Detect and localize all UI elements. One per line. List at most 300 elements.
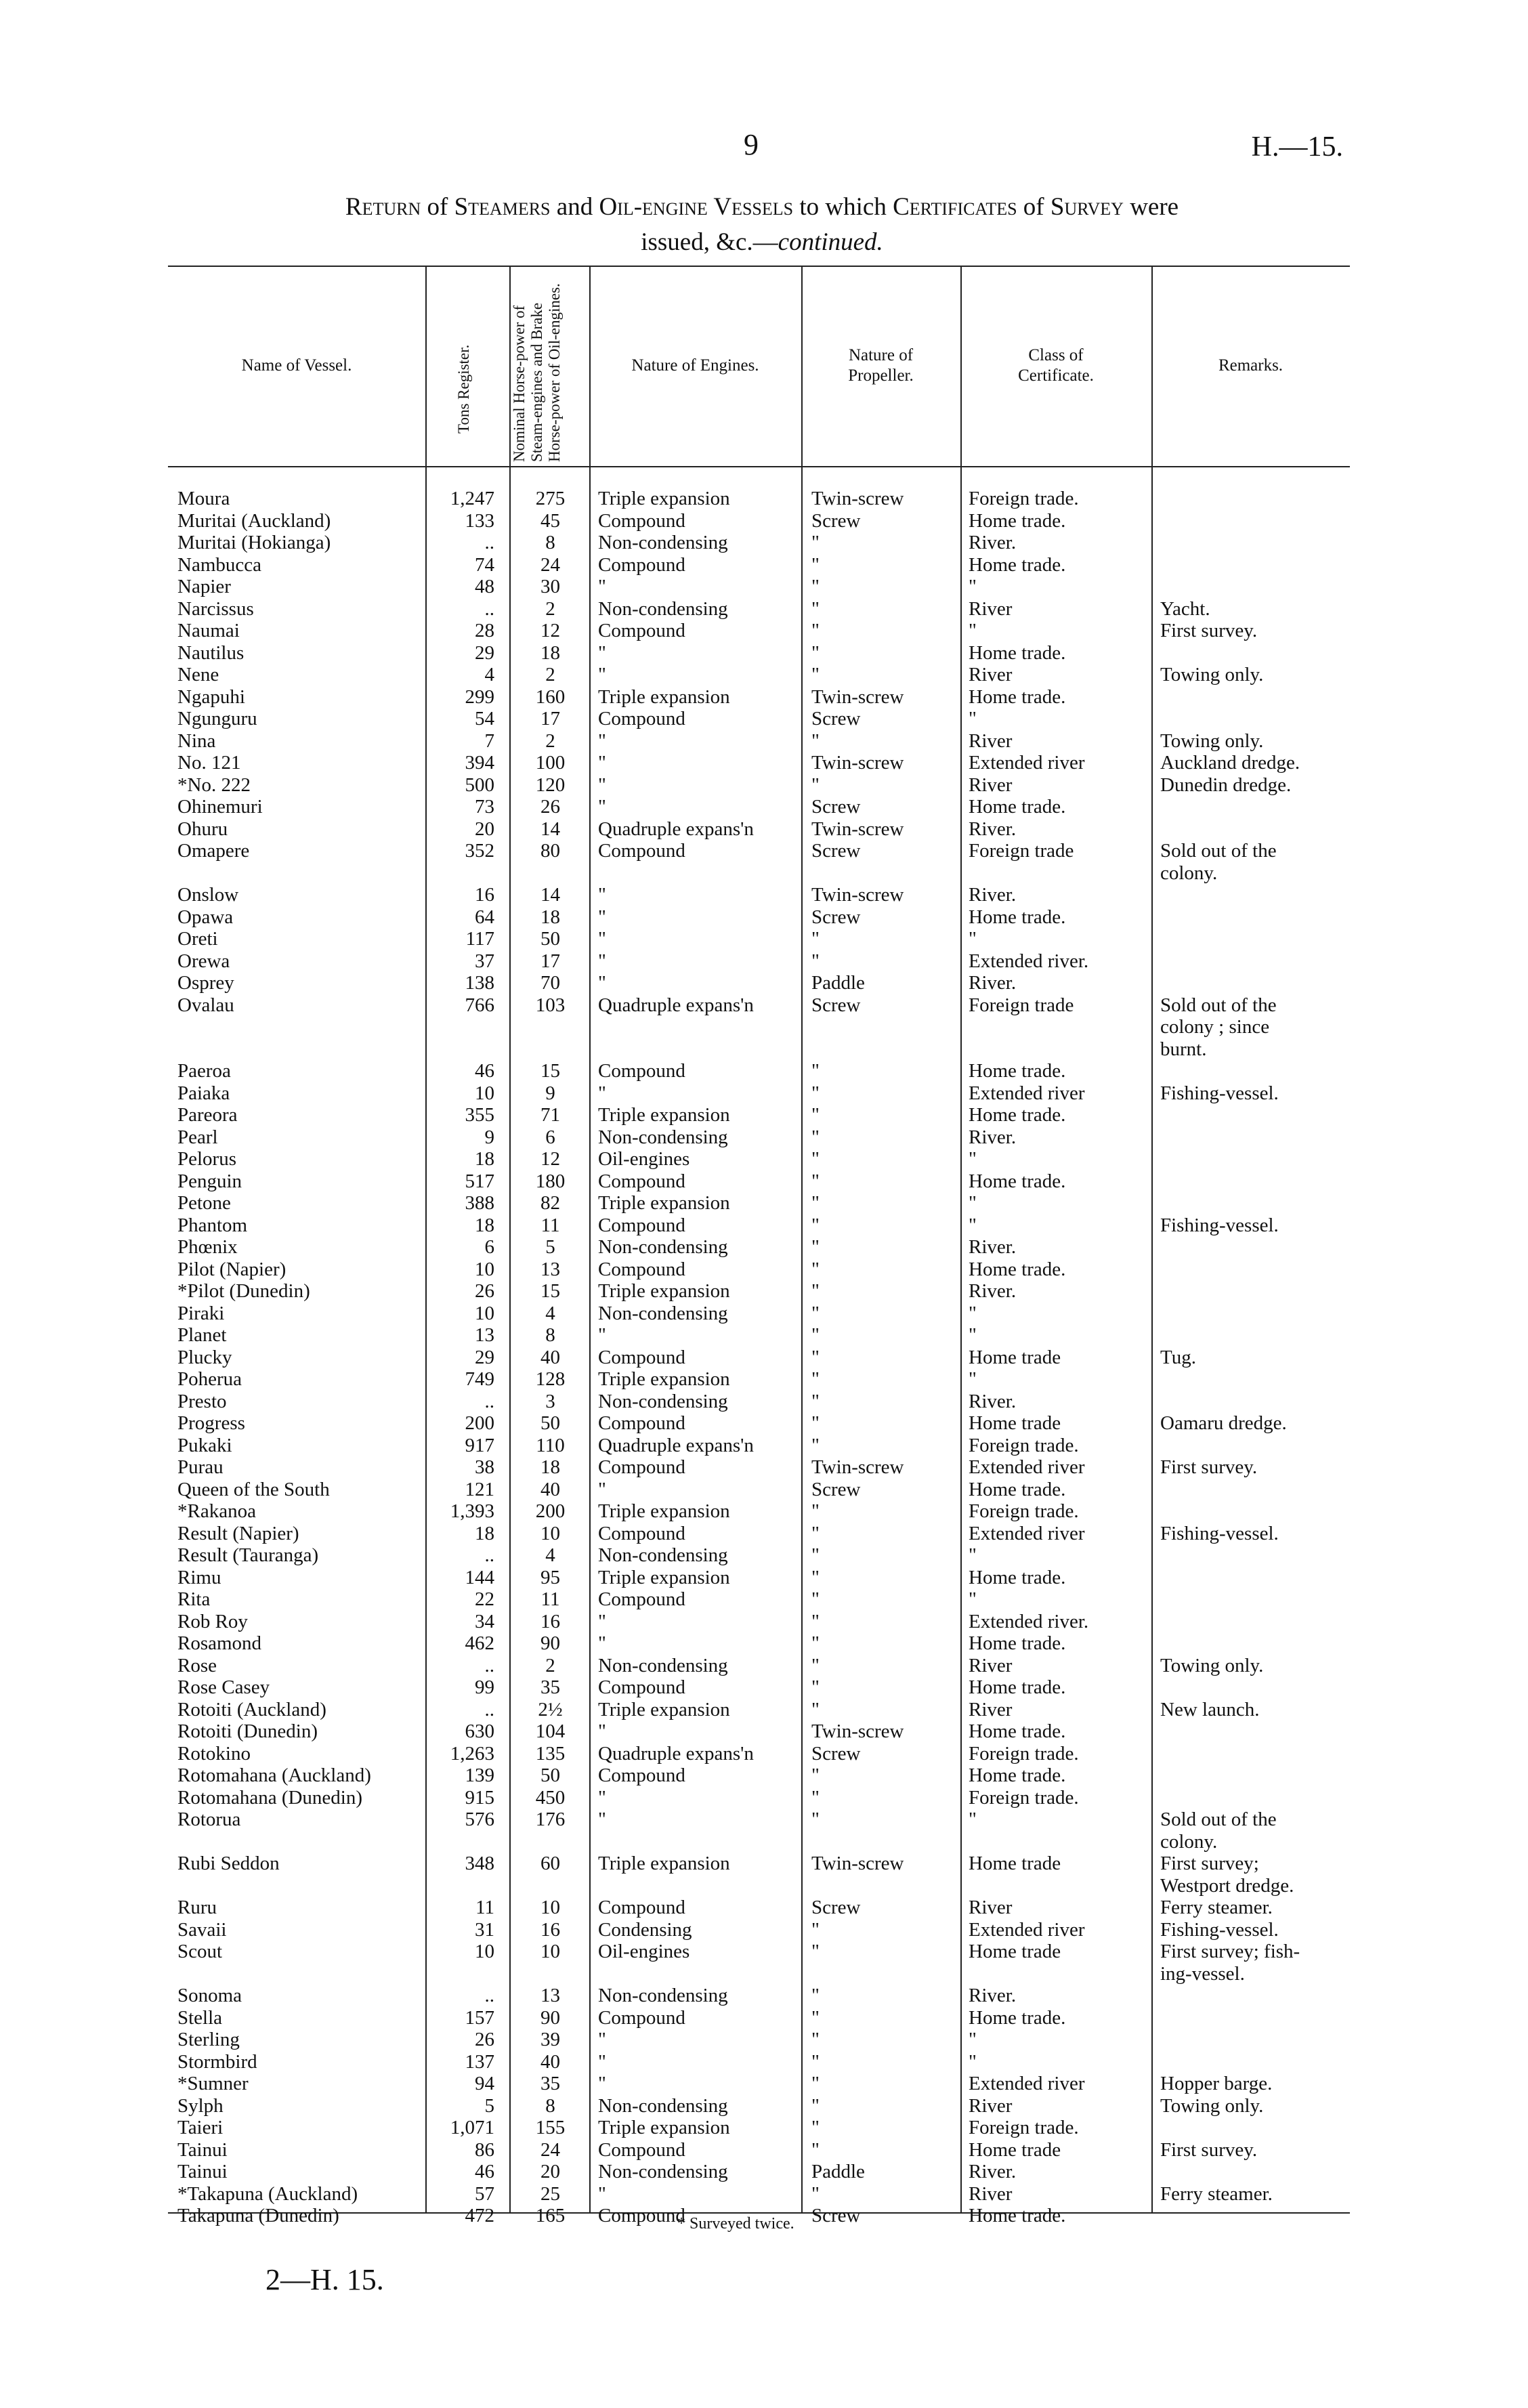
- nature-of-engines: Triple expansion: [598, 1104, 730, 1126]
- tons-register: 31: [475, 1918, 494, 1941]
- nature-of-engines: Non-condensing: [598, 2161, 728, 2182]
- nature-of-engines: Triple expansion: [598, 488, 730, 509]
- class-of-certificate: Home trade.: [969, 1258, 1066, 1280]
- vessel-name: Narcissus: [177, 597, 254, 620]
- nature-of-engines: Triple expansion: [598, 1192, 730, 1214]
- table-row: [0, 1567, 1528, 1589]
- vessel-name: Ruru: [177, 1897, 217, 1918]
- vessel-name: Sylph: [177, 2094, 224, 2117]
- class-of-certificate: ": [969, 2050, 977, 2073]
- horse-power: 71: [540, 1104, 560, 1126]
- class-of-certificate: River: [969, 1654, 1013, 1676]
- vessel-name: Omapere: [177, 840, 250, 862]
- nature-of-propeller: ": [811, 1324, 820, 1346]
- nature-of-engines: Triple expansion: [598, 685, 730, 708]
- vessel-name: Osprey: [177, 972, 234, 994]
- nature-of-propeller: ": [811, 1258, 820, 1280]
- remarks: First survey;: [1160, 1853, 1259, 1874]
- table-row: [0, 1170, 1528, 1193]
- nature-of-propeller: ": [811, 1148, 820, 1170]
- tons-register: 1,247: [450, 488, 494, 509]
- nature-of-engines: Compound: [598, 1258, 685, 1280]
- nature-of-propeller: ": [811, 2182, 820, 2205]
- table-row: [0, 1743, 1528, 1765]
- horse-power: 110: [536, 1434, 565, 1456]
- table-row: [0, 1016, 1528, 1038]
- vessel-name: Nina: [177, 730, 216, 752]
- vessel-name: Rotokino: [177, 1742, 251, 1765]
- table-row: [0, 554, 1528, 576]
- vessel-name: Rose Casey: [177, 1676, 270, 1698]
- tons-register: 26: [475, 1280, 494, 1302]
- table-row: [0, 2073, 1528, 2095]
- tons-register: 388: [465, 1192, 494, 1214]
- tons-register: 462: [465, 1632, 494, 1654]
- class-of-certificate: Foreign trade: [969, 994, 1074, 1016]
- title-word: Steamers: [454, 193, 551, 221]
- table-row: [0, 994, 1528, 1017]
- remarks: Fishing-vessel.: [1160, 1522, 1279, 1544]
- tons-register: 29: [475, 641, 494, 664]
- remarks: First survey; fish-: [1160, 1941, 1300, 1962]
- nature-of-engines: ": [598, 2050, 606, 2073]
- remarks: Towing only.: [1160, 730, 1264, 752]
- vessel-name: Paeroa: [177, 1060, 231, 1082]
- table-row: [0, 488, 1528, 510]
- nature-of-propeller: Screw: [811, 994, 861, 1016]
- vessel-name: Onslow: [177, 884, 239, 906]
- table-row: [0, 1699, 1528, 1721]
- nature-of-engines: Compound: [598, 620, 685, 641]
- tons-register: 348: [465, 1853, 494, 1874]
- vessel-name: Paiaka: [177, 1082, 230, 1104]
- vessel-name: Napier: [177, 576, 231, 597]
- horse-power: 155: [535, 2117, 566, 2138]
- nature-of-engines: ": [598, 1720, 606, 1742]
- nature-of-engines: Non-condensing: [598, 2094, 728, 2117]
- nature-of-propeller: ": [811, 1390, 820, 1412]
- tons-register: 138: [465, 972, 494, 994]
- nature-of-propeller: Screw: [811, 708, 861, 730]
- table-row: [0, 642, 1528, 664]
- nature-of-engines: Compound: [598, 1412, 685, 1434]
- nature-of-propeller: ": [811, 1302, 820, 1324]
- class-of-certificate: Home trade.: [969, 906, 1066, 928]
- vessel-name: Penguin: [177, 1170, 242, 1192]
- class-of-certificate: River.: [969, 1126, 1017, 1148]
- nature-of-propeller: ": [811, 1985, 820, 2006]
- nature-of-propeller: ": [811, 2117, 820, 2138]
- nature-of-propeller: ": [811, 774, 820, 796]
- remarks: Fishing-vessel.: [1160, 1918, 1279, 1941]
- class-of-certificate: Home trade.: [969, 1720, 1066, 1742]
- class-of-certificate: Foreign trade.: [969, 1742, 1079, 1765]
- class-of-certificate: Home trade: [969, 1412, 1061, 1434]
- nature-of-engines: Compound: [598, 1060, 685, 1082]
- vessel-name: Planet: [177, 1324, 227, 1346]
- class-of-certificate: Extended river: [969, 1522, 1085, 1544]
- nature-of-engines: ": [598, 730, 606, 752]
- class-of-certificate: Home trade.: [969, 2205, 1066, 2226]
- nature-of-engines: ": [598, 972, 606, 994]
- table-row: [0, 1038, 1528, 1061]
- table-row: [0, 2007, 1528, 2029]
- nature-of-propeller: Twin-screw: [811, 685, 904, 708]
- table-row: [0, 1809, 1528, 1831]
- class-of-certificate: Home trade.: [969, 1566, 1066, 1588]
- nature-of-engines: ": [598, 796, 606, 818]
- nature-of-engines: ": [598, 884, 606, 906]
- table-row: [0, 664, 1528, 686]
- remarks: ing-vessel.: [1160, 1962, 1245, 1985]
- nature-of-engines: Non-condensing: [598, 597, 728, 620]
- class-of-certificate: Home trade.: [969, 1676, 1066, 1698]
- nature-of-engines: Triple expansion: [598, 1698, 730, 1720]
- table-row: [0, 928, 1528, 950]
- title-word: Survey: [1050, 193, 1124, 221]
- title-word: to which: [793, 193, 893, 221]
- horse-power: 275: [535, 488, 566, 509]
- tons-register: 26: [475, 2029, 494, 2050]
- tons-register: ..: [484, 1544, 494, 1566]
- nature-of-engines: Oil-engines: [598, 1941, 690, 1962]
- class-of-certificate: Extended river: [969, 2073, 1085, 2094]
- horse-power: 82: [540, 1192, 560, 1214]
- class-of-certificate: River.: [969, 2161, 1017, 2182]
- vessel-name: Takapuna (Dunedin): [177, 2205, 339, 2226]
- remarks: colony.: [1160, 862, 1218, 884]
- class-of-certificate: ": [969, 928, 977, 950]
- nature-of-propeller: Twin-screw: [811, 1853, 904, 1874]
- table-row: [0, 708, 1528, 730]
- tons-register: 630: [465, 1720, 494, 1742]
- nature-of-engines: ": [598, 928, 606, 950]
- class-of-certificate: Extended river.: [969, 1610, 1089, 1632]
- vessel-name: Rotoiti (Auckland): [177, 1698, 326, 1720]
- nature-of-engines: ": [598, 752, 606, 774]
- nature-of-engines: Quadruple expans'n: [598, 818, 754, 840]
- nature-of-propeller: Twin-screw: [811, 488, 904, 509]
- table-row: [0, 730, 1528, 753]
- vessel-name: *Rakanoa: [177, 1500, 256, 1522]
- tons-register: 10: [475, 1258, 494, 1280]
- vessel-name: Purau: [177, 1456, 224, 1478]
- vessel-name: Rotorua: [177, 1809, 241, 1830]
- table-row: [0, 1632, 1528, 1655]
- vessel-name: Phantom: [177, 1214, 248, 1236]
- horse-power: 120: [535, 774, 566, 796]
- class-of-certificate: River: [969, 774, 1013, 796]
- horse-power: 80: [540, 840, 560, 862]
- nature-of-engines: ": [598, 2073, 606, 2094]
- nature-of-engines: Oil-engines: [598, 1148, 690, 1170]
- vessel-name: Plucky: [177, 1346, 232, 1368]
- nature-of-propeller: ": [811, 1941, 820, 1962]
- tons-register: 18: [475, 1522, 494, 1544]
- vessel-name: Muritai (Auckland): [177, 509, 331, 532]
- nature-of-propeller: ": [811, 1765, 820, 1786]
- horse-power: 20: [540, 2161, 560, 2182]
- nature-of-propeller: ": [811, 1192, 820, 1214]
- class-of-certificate: ": [969, 1324, 977, 1346]
- class-of-certificate: Foreign trade.: [969, 1786, 1079, 1809]
- nature-of-propeller: ": [811, 1412, 820, 1434]
- nature-of-engines: Non-condensing: [598, 1985, 728, 2006]
- vessel-name: Rob Roy: [177, 1610, 248, 1632]
- horse-power: 10: [540, 1897, 560, 1918]
- table-row: [0, 862, 1528, 885]
- horse-power: 18: [540, 1456, 560, 1478]
- vessel-name: Ngapuhi: [177, 685, 245, 708]
- nature-of-propeller: ": [811, 1544, 820, 1566]
- table-row: [0, 774, 1528, 797]
- tons-register: 117: [465, 928, 494, 950]
- class-of-certificate: Home trade: [969, 1346, 1061, 1368]
- nature-of-engines: ": [598, 1632, 606, 1654]
- nature-of-engines: Non-condensing: [598, 532, 728, 553]
- nature-of-propeller: Paddle: [811, 2161, 865, 2182]
- table-row: [0, 1655, 1528, 1677]
- title-word: of: [1017, 193, 1050, 221]
- class-of-certificate: Extended river: [969, 1082, 1085, 1104]
- table-row: [0, 1787, 1528, 1809]
- tons-register: 1,393: [450, 1500, 494, 1522]
- horse-power: 104: [535, 1720, 566, 1742]
- horse-power: 450: [535, 1786, 566, 1809]
- nature-of-engines: Compound: [598, 1765, 685, 1786]
- class-of-certificate: ": [969, 1544, 977, 1566]
- remarks: Sold out of the: [1160, 994, 1277, 1016]
- table-row: [0, 1060, 1528, 1082]
- table-row: [0, 1500, 1528, 1523]
- tons-register: 46: [475, 2161, 494, 2182]
- nature-of-engines: Compound: [598, 1346, 685, 1368]
- tons-register: 355: [465, 1104, 494, 1126]
- table-row: [0, 2095, 1528, 2117]
- class-of-certificate: Home trade.: [969, 2006, 1066, 2029]
- vessel-name: Tainui: [177, 2138, 228, 2161]
- table-row: [0, 1280, 1528, 1303]
- vessel-name: Sonoma: [177, 1985, 242, 2006]
- horse-power: 9: [545, 1082, 555, 1104]
- footnote: * Surveyed twice.: [677, 2215, 794, 2233]
- tons-register: ..: [484, 532, 494, 553]
- tons-register: 38: [475, 1456, 494, 1478]
- tons-register: ..: [484, 1654, 494, 1676]
- table-row: [0, 2029, 1528, 2051]
- table-row: [0, 576, 1528, 598]
- class-of-certificate: Home trade.: [969, 1478, 1066, 1500]
- table-row: [0, 1985, 1528, 2007]
- col-header-hp-text: Nominal Horse-power of Steam-engines and Brake Horse-power of Oil-engines.: [511, 283, 563, 462]
- table-row: [0, 510, 1528, 532]
- vessel-name: *Sumner: [177, 2073, 249, 2094]
- table-row: [0, 1963, 1528, 1985]
- nature-of-engines: Compound: [598, 2138, 685, 2161]
- table-row: [0, 752, 1528, 774]
- class-of-certificate: River.: [969, 884, 1017, 906]
- table-row: [0, 2161, 1528, 2183]
- table-row: [0, 1126, 1528, 1149]
- table-row: [0, 906, 1528, 929]
- tons-register: 28: [475, 620, 494, 641]
- nature-of-propeller: ": [811, 1170, 820, 1192]
- nature-of-propeller: ": [811, 1918, 820, 1941]
- nature-of-engines: Compound: [598, 708, 685, 730]
- tons-register: 144: [465, 1566, 494, 1588]
- nature-of-engines: Non-condensing: [598, 1544, 728, 1566]
- nature-of-engines: ": [598, 1082, 606, 1104]
- table-row: [0, 1897, 1528, 1919]
- vessel-name: Nautilus: [177, 641, 245, 664]
- class-of-certificate: Foreign trade.: [969, 488, 1079, 509]
- remarks: Tug.: [1160, 1346, 1196, 1368]
- nature-of-propeller: ": [811, 1809, 820, 1830]
- nature-of-engines: ": [598, 664, 606, 685]
- nature-of-propeller: ": [811, 597, 820, 620]
- table-row: [0, 818, 1528, 841]
- vessel-name: Rotomahana (Auckland): [177, 1765, 371, 1786]
- nature-of-propeller: ": [811, 1500, 820, 1522]
- table-row: [0, 1875, 1528, 1897]
- nature-of-engines: ": [598, 950, 606, 972]
- nature-of-engines: Compound: [598, 1897, 685, 1918]
- vessel-name: Queen of the South: [177, 1478, 330, 1500]
- horse-power: 11: [540, 1214, 560, 1236]
- table-row: [0, 1479, 1528, 1501]
- vessel-name: Poherua: [177, 1368, 242, 1390]
- remarks: Hopper barge.: [1160, 2073, 1273, 2094]
- horse-power: 5: [545, 1236, 555, 1258]
- nature-of-engines: Non-condensing: [598, 1654, 728, 1676]
- class-of-certificate: River: [969, 2094, 1013, 2117]
- nature-of-propeller: ": [811, 950, 820, 972]
- horse-power: 26: [540, 796, 560, 818]
- tons-register: 46: [475, 1060, 494, 1082]
- vessel-name: Oreti: [177, 928, 218, 950]
- vessel-name: Ovalau: [177, 994, 234, 1016]
- horse-power: 4: [545, 1302, 555, 1324]
- vessel-name: Petone: [177, 1192, 231, 1214]
- horse-power: 135: [535, 1742, 566, 1765]
- title-word: issued, &c.—: [641, 228, 778, 256]
- horse-power: 6: [545, 1126, 555, 1148]
- table-row: [0, 2117, 1528, 2139]
- class-of-certificate: River.: [969, 818, 1017, 840]
- nature-of-propeller: Twin-screw: [811, 884, 904, 906]
- tons-register: 64: [475, 906, 494, 928]
- nature-of-propeller: ": [811, 1632, 820, 1654]
- table-row: [0, 1853, 1528, 1875]
- tons-register: 5: [484, 2094, 494, 2117]
- tons-register: 4: [484, 664, 494, 685]
- horse-power: 15: [540, 1060, 560, 1082]
- nature-of-engines: Compound: [598, 1676, 685, 1698]
- nature-of-propeller: ": [811, 730, 820, 752]
- nature-of-propeller: ": [811, 1368, 820, 1390]
- remarks: Towing only.: [1160, 1654, 1264, 1676]
- horse-power: 100: [535, 752, 566, 774]
- nature-of-propeller: ": [811, 1214, 820, 1236]
- tons-register: 99: [475, 1676, 494, 1698]
- nature-of-engines: Compound: [598, 1456, 685, 1478]
- remarks: Yacht.: [1160, 597, 1210, 620]
- remarks: Dunedin dredge.: [1160, 774, 1292, 796]
- tons-register: 57: [475, 2182, 494, 2205]
- class-of-certificate: Foreign trade.: [969, 2117, 1079, 2138]
- class-of-certificate: Home trade.: [969, 1765, 1066, 1786]
- tons-register: 9: [484, 1126, 494, 1148]
- nature-of-propeller: ": [811, 1126, 820, 1148]
- tons-register: 352: [465, 840, 494, 862]
- nature-of-propeller: Screw: [811, 1742, 861, 1765]
- horse-power: 13: [540, 1258, 560, 1280]
- col-header-engines: Nature of Engines.: [631, 356, 759, 375]
- class-of-certificate: Home trade.: [969, 1170, 1066, 1192]
- nature-of-engines: ": [598, 774, 606, 796]
- tons-register: 20: [475, 818, 494, 840]
- nature-of-engines: Compound: [598, 1588, 685, 1610]
- vessel-name: Ohinemuri: [177, 796, 263, 818]
- tons-register: 18: [475, 1214, 494, 1236]
- horse-power: 90: [540, 2006, 560, 2029]
- tons-register: 121: [465, 1478, 494, 1500]
- remarks: Westport dredge.: [1160, 1874, 1294, 1897]
- nature-of-engines: Quadruple expans'n: [598, 1434, 754, 1456]
- horse-power: 30: [540, 576, 560, 597]
- horse-power: 25: [540, 2182, 560, 2205]
- horse-power: 45: [540, 509, 560, 532]
- nature-of-engines: Triple expansion: [598, 1500, 730, 1522]
- class-of-certificate: River: [969, 664, 1013, 685]
- vessel-name: Taieri: [177, 2117, 224, 2138]
- remarks: Fishing-vessel.: [1160, 1214, 1279, 1236]
- table-row: [0, 1391, 1528, 1413]
- table-row: [0, 1720, 1528, 1743]
- page-title: [169, 190, 1355, 260]
- nature-of-propeller: ": [811, 928, 820, 950]
- table-row: [0, 598, 1528, 620]
- horse-power: 16: [540, 1610, 560, 1632]
- horse-power: 8: [545, 2094, 555, 2117]
- vessel-name: Sterling: [177, 2029, 240, 2050]
- table-row: [0, 1324, 1528, 1347]
- horse-power: 2: [545, 1654, 555, 1676]
- horse-power: 15: [540, 1280, 560, 1302]
- col-header-name: Name of Vessel.: [241, 356, 352, 375]
- horse-power: 17: [540, 950, 560, 972]
- vessel-name: Pelorus: [177, 1148, 236, 1170]
- nature-of-engines: ": [598, 576, 606, 597]
- horse-power: 13: [540, 1985, 560, 2006]
- vessel-name: Stormbird: [177, 2050, 257, 2073]
- col-header-propeller: Nature of Propeller.: [848, 346, 914, 385]
- table-row: [0, 1831, 1528, 1853]
- table-row: [0, 1412, 1528, 1435]
- table-row: [0, 1676, 1528, 1699]
- tons-register: 576: [465, 1809, 494, 1830]
- table-row: [0, 1611, 1528, 1633]
- nature-of-engines: Non-condensing: [598, 1236, 728, 1258]
- tons-register: 7: [484, 730, 494, 752]
- nature-of-engines: Non-condensing: [598, 1390, 728, 1412]
- nature-of-engines: ": [598, 1610, 606, 1632]
- nature-of-propeller: Twin-screw: [811, 1456, 904, 1478]
- nature-of-propeller: ": [811, 1060, 820, 1082]
- class-of-certificate: Home trade.: [969, 641, 1066, 664]
- nature-of-engines: Compound: [598, 509, 685, 532]
- table-row: [0, 1435, 1528, 1457]
